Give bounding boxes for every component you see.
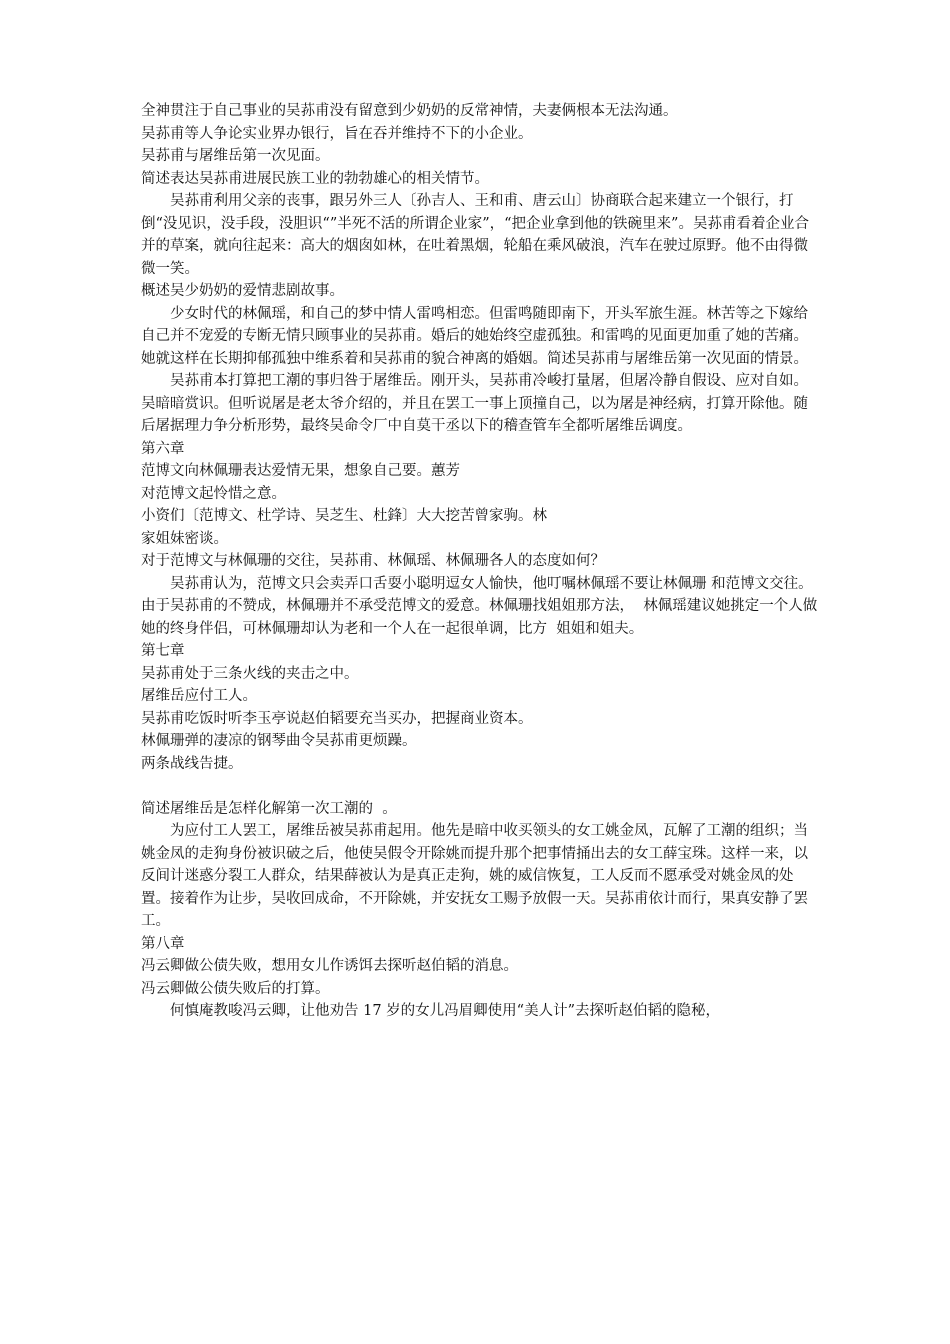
answer-paragraph: 吴荪甫本打算把工潮的事归咎于屠维岳。刚开头，吴荪甫冷峻打量屠，但屠冷静自假设、应对自如。吴暗暗赏识。但听说屠是老太爷介绍的，并且在罢工一事上顶撞自己，以为屠是神经病，打算开除他。随后屠据理力争分析形势，最终吴命令厂中自莫干丞以下的稽查管车全都听屠维岳调度。 — [141, 373, 808, 434]
chapter-heading: 第六章 — [141, 440, 185, 457]
text-line: 吴荪甫等人争论实业界办银行，旨在吞并维持不下的小企业。 — [141, 125, 533, 142]
text-line: 吴荪甫与屠维岳第一次见面。 — [141, 148, 330, 164]
text-line: 冯云卿做公债失败，想用女儿作诱饵去探听赵伯韬的消息。 — [141, 958, 518, 974]
chapter-heading: 第八章 — [141, 935, 185, 952]
chapter-heading: 第七章 — [141, 643, 185, 659]
text-line: 林佩珊弹的凄凉的钢琴曲令吴荪甫更烦躁。 — [141, 733, 417, 749]
answer-paragraph: 吴荪甫利用父亲的丧事，跟另外三人〔孙吉人、王和甫、唐云山〕协商联合起来建立一个银行，打倒“没见识，没手段，没胆识“”半死不活的所谓企业家”，“把企业拿到他的铁碗里来”。吴荪甫看着企业合并的草案，就向往起来：高大的烟囱如林，在吐着黑烟，轮船在乘风破浪，汽车在驶过原野。他不由得微微一笑。 — [141, 193, 809, 277]
question-heading: 简述屠维岳是怎样化解第一次工潮的 。 — [141, 800, 397, 817]
question-heading: 概述吴少奶奶的爱情悲剧故事。 — [141, 283, 344, 299]
text-line: 两条战线告捷。 — [141, 755, 243, 772]
document-body — [141, 100, 821, 1023]
text-line: 家姐妹密谈。 — [141, 530, 228, 547]
answer-paragraph: 何慎庵教唆冯云卿，让他劝告 17 岁的女儿冯眉卿使用“美人计”去探听赵伯韬的隐秘， — [170, 1003, 720, 1019]
text-line: 吴荪甫处于三条火线的夹击之中。 — [141, 665, 359, 682]
text-line: 吴荪甫吃饭时听李玉亭说赵伯韬要充当买办，把握商业资本。 — [141, 710, 533, 727]
question-heading: 冯云卿做公债失败后的打算。 — [141, 980, 330, 997]
text-line: 对范博文起怜惜之意。 — [141, 485, 286, 502]
text-line: 屠维岳应付工人。 — [141, 688, 257, 704]
answer-paragraph: 吴荪甫认为，范博文只会卖弄口舌耍小聪明逗女人愉快，他叮嘱林佩瑶不要让林佩珊 和范博文交往。由于吴荪甫的不赞成，林佩珊并不承受范博文的爱意。林佩珊找姐姐那方法， 林佩瑶建议她挑定一个人做她的终身伴侣，可林佩珊却认为老和一个人在一起很单调，比方 姐姐和姐夫。 — [141, 575, 818, 637]
text-line: 范博文向林佩珊表达爱情无果，想象自己要。蕙芳 — [141, 463, 460, 479]
blank-line — [141, 775, 821, 798]
answer-paragraph: 为应付工人罢工，屠维岳被吴荪甫起用。他先是暗中收买领头的女工姚金凤，瓦解了工潮的组织；当姚金凤的走狗身份被识破之后，他使吴假令开除姚而提升那个把事情捅出去的女工薛宝珠。这样一来，以反间计迷惑分裂工人群众，结果薛被认为是真正走狗，姚的威信恢复，工人反而不愿承受对姚金凤的处置。接着作为让步，吴收回成命，不开除姚，并安抚女工赐予放假一天。吴荪甫依计而行，果真安静了罢工。 — [141, 823, 808, 929]
answer-paragraph: 少女时代的林佩瑶，和自己的梦中情人雷鸣相恋。但雷鸣随即南下，开头军旅生涯。林苦等之下嫁给自己并不宠爱的专断无情只顾事业的吴荪甫。婚后的她始终空虚孤独。和雷鸣的见面更加重了她的苦痛。她就这样在长期抑郁孤独中维系着和吴荪甫的貌合神离的婚姻。简述吴荪甫与屠维岳第一次见面的情景。 — [141, 305, 808, 367]
text-line: 全神贯注于自己事业的吴荪甫没有留意到少奶奶的反常神情，夫妻俩根本无法沟通。 — [141, 103, 678, 119]
question-heading: 简述表达吴荪甫进展民族工业的勃勃雄心的相关情节。 — [141, 170, 489, 187]
question-heading: 对于范博文与林佩珊的交往，吴荪甫、林佩瑶、林佩珊各人的态度如何？ — [141, 553, 605, 569]
text-line: 小资们〔范博文、杜学诗、吴芝生、杜鋒〕大大挖苦曾家驹。林 — [141, 508, 547, 524]
